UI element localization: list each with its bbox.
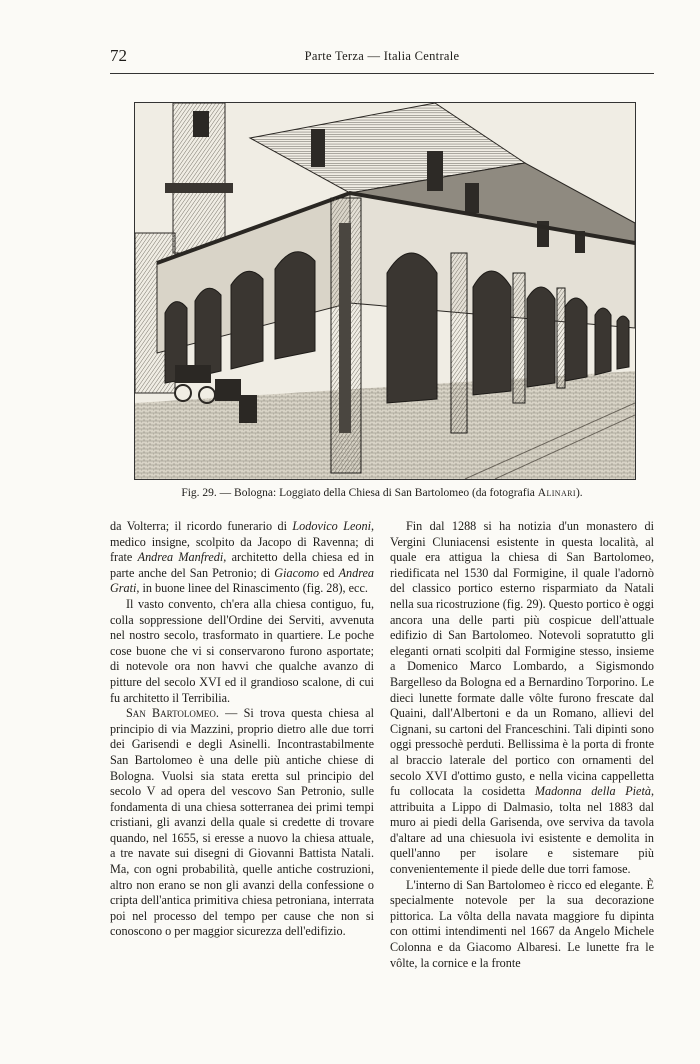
caption-credit: Alinari [537, 487, 576, 499]
page-header [110, 46, 654, 66]
paragraph: Fin dal 1288 si ha notizia d'un monastero di Vergini Cluniacensi esistente in questa località, al quale era attigua la chiesa di San Bartolomeo, riedificata nel 1530 dal Formigine, il quale l'adornò del classico portico esterno risparmiato da Natali nella sua ricostruzione (fig. 29). Questo portico è oggi ancora una delle parti più cospicue dell'attuale edifizio di San Bartolomeo. Notevoli sopratutto gli eleganti ornati scolpiti dal Formigine stesso, insieme a Domenico Marco Lombardo, a Sigismondo Bargelleso da Bologna ed a Bernardino Torporino. Le dieci lunette formate dalle vôlte furono frescate dal Quaini, dall'Albertoni e da un Romano, allievi del Cignani, su cartoni del Franceschini. Tali dipinti sono oggi pressochè perduti. Bellissima è la porta di fronte al braccio laterale del portico con ornamenti del secolo XVI d'ottimo gusto, e nella vicina cappelletta fu collocata la cosidetta Madonna della Pietà, attribuita a Lippo di Dalmasio, tolta nel 1883 dal muro ai piedi della Garisenda, ove serviva da tavola d'altare ad una chiesuola ivi esistente e demolita in quell'anno per isolare e sistemare più convenientemente il piede delle due torri famose. [390, 519, 654, 877]
paragraph: L'interno di San Bartolomeo è ricco ed elegante. È specialmente notevole per la sua decorazione pittorica. La vôlta della navata maggiore fu dipinta con ottimi intendimenti nel 1667 da Angelo Michele Colonna e da Giacomo Albaresi. Le lunette fra le vôlte, la cornice e la fronte [390, 877, 654, 970]
section-heading: San Bartolomeo. [126, 706, 219, 721]
header-rule [110, 73, 654, 74]
figure-caption [110, 487, 654, 499]
running-title: Parte Terza — Italia Centrale [304, 49, 460, 63]
right-column [390, 519, 654, 971]
paragraph: da Volterra; il ricordo funerario di Lodovico Leoni, medico insigne, scolpito da Jacopo di Ravenna; di frate Andrea Manfredi, architetto della chiesa ed in parte anche del San Petronio; di Giacomo ed Andrea Grati, in buone linee del Rinascimento (fig. 28), ecc. [110, 519, 375, 596]
engraving-illustration [134, 102, 636, 480]
left-column [110, 519, 374, 940]
paragraph: San Bartolomeo. — Si trova questa chiesa al principio di via Mazzini, proprio dietro alle due torri dei Garisendi e degli Asinelli. Incontrastabilmente San Bartolomeo è una delle più antiche chiese di Bologna. Vuolsi sia stata eretta sul principio del secolo V ad opera del vescovo San Petronio, sulle fondamenta di una chiesa sotterranea dei primi tempi cristiani, gli avanzi della quale si credette di trovare quando, nel 1655, si eresse a nuovo la chiesa attuale, a tre navate sui disegni di Giovanni Battista Natali. Ma, con ogni probabilità, quelle antiche costruzioni, altro non erano se non gli avanzi della confessione o cripta dell'antica primitiva chiesa petroniana, interrata poi nel processo del tempo per cause che non si conoscono o per maggior sicurezza dell'edifizio. [110, 706, 375, 939]
page-number: 72 [110, 46, 127, 65]
caption-end: ). [575, 487, 583, 499]
caption-text: Fig. 29. — Bologna: Loggiato della Chiesa di San Bartolomeo (da fotografia [181, 487, 535, 499]
paragraph: Il vasto convento, ch'era alla chiesa contiguo, fu, colla soppressione dell'Ordine dei Serviti, avvenuta nel nostro secolo, trasformato in quartiere. Le poche cose buone che vi si conservarono furono asportate; di notevole ora non havvi che qualche avanzo di pitture del secolo XVI ed il grandioso scalone, di cui fu architetto il Terribilia. [110, 596, 374, 705]
